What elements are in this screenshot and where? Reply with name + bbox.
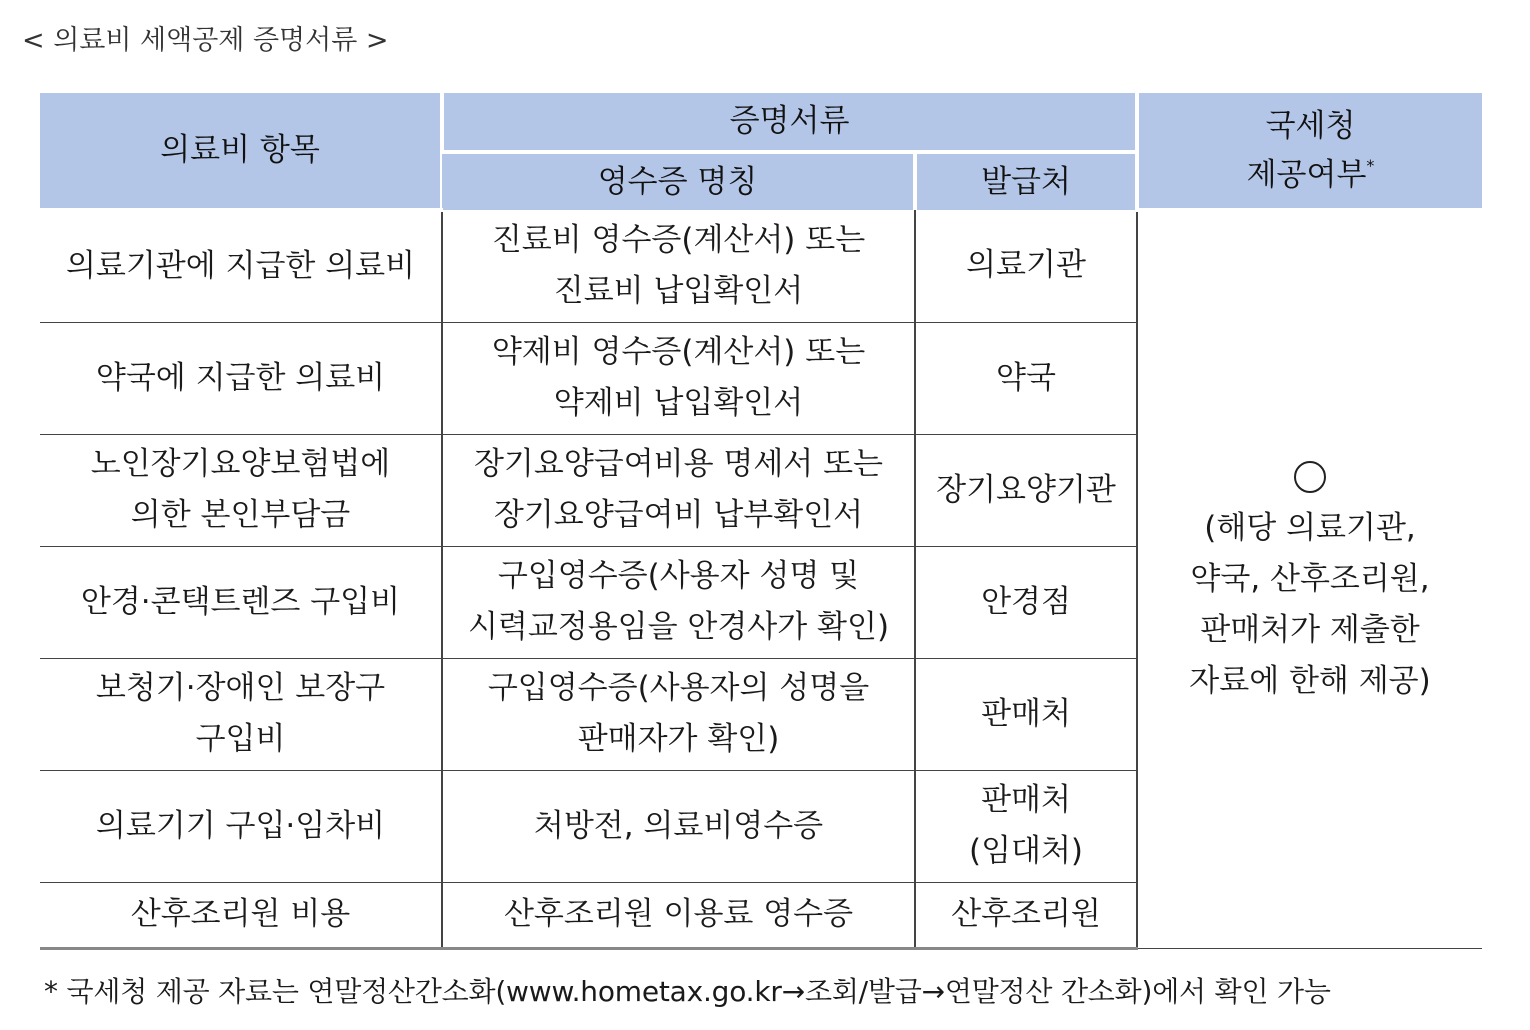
page-title: < 의료비 세액공제 증명서류 > <box>22 25 389 56</box>
nts-provided-line: 약국, 산후조리원, <box>1190 561 1430 598</box>
issuer-cell-line: 장기요양기관 <box>936 471 1116 508</box>
issuer-cell <box>915 210 1137 322</box>
medical-item-cell <box>40 882 442 948</box>
header-issuer: 발급처 <box>915 152 1137 210</box>
header-receipt-name: 영수증 명칭 <box>442 152 915 210</box>
issuer-cell-line: 판매처 <box>981 782 1071 818</box>
medical-item-cell-line: 보청기·장애인 보장구 <box>95 670 386 706</box>
medical-item-cell-line: 안경·콘택트렌즈 구입비 <box>80 583 401 620</box>
issuer-cell <box>915 770 1137 882</box>
receipt-name-cell <box>442 434 915 546</box>
issuer-cell <box>915 434 1137 546</box>
receipt-name-cell-line: 진료비 납입확인서 <box>553 272 804 309</box>
issuer-cell <box>915 882 1137 948</box>
nts-provided-cell <box>1137 210 1482 948</box>
circle-icon <box>1294 461 1326 493</box>
table-row <box>40 210 1482 322</box>
header-nts-line2 <box>1145 146 1476 195</box>
nts-provided-line: 자료에 한해 제공) <box>1189 663 1431 700</box>
medical-item-cell <box>40 322 442 434</box>
table-body <box>40 210 1482 948</box>
receipt-name-cell-line: 판매자가 확인) <box>577 721 780 757</box>
header-nts-label: 제공여부 <box>1246 157 1367 193</box>
medical-item-cell-line: 의한 본인부담금 <box>130 497 351 533</box>
medical-item-cell <box>40 658 442 770</box>
nts-provided-line: 판매처가 제출한 <box>1200 612 1420 649</box>
receipt-name-cell <box>442 882 915 948</box>
header-nts-asterisk: * <box>1366 156 1375 175</box>
medical-item-cell-line: 의료기관에 지급한 의료비 <box>65 248 416 285</box>
medical-item-cell-line: 약국에 지급한 의료비 <box>95 359 386 396</box>
issuer-cell <box>915 658 1137 770</box>
issuer-cell <box>915 546 1137 658</box>
issuer-cell-line: 약국 <box>996 359 1056 396</box>
receipt-name-cell-line: 약제비 영수증(계산서) 또는 <box>491 334 866 370</box>
medical-item-cell <box>40 434 442 546</box>
issuer-cell-line: 의료기관 <box>966 247 1086 284</box>
receipt-name-cell-line: 구입영수증(사용자 성명 및 <box>497 558 860 594</box>
receipt-name-cell <box>442 210 915 322</box>
issuer-cell-line: 산후조리원 <box>951 896 1101 932</box>
issuer-cell <box>915 322 1137 434</box>
receipt-name-cell-line: 장기요양급여비용 명세서 또는 <box>473 446 883 482</box>
receipt-name-cell <box>442 322 915 434</box>
receipt-name-cell-line: 약제비 납입확인서 <box>553 385 804 421</box>
nts-provided-line: (해당 의료기관, <box>1204 510 1416 547</box>
header-item: 의료비 항목 <box>40 93 442 210</box>
footnote: * 국세청 제공 자료는 연말정산간소화(www.hometax.go.kr→조회/발급→연말정산 간소화)에서 확인 가능 <box>44 975 1331 1008</box>
header-nts <box>1137 93 1482 210</box>
medical-item-cell <box>40 546 442 658</box>
medical-item-cell-line: 의료기기 구입·임차비 <box>95 807 386 844</box>
receipt-name-cell-line: 처방전, 의료비영수증 <box>533 807 824 844</box>
receipt-name-cell <box>442 770 915 882</box>
proof-documents-table <box>40 93 1482 950</box>
medical-item-cell-line: 노인장기요양보험법에 <box>90 446 391 482</box>
header-docs: 증명서류 <box>442 93 1137 152</box>
receipt-name-cell-line: 시력교정용임을 안경사가 확인) <box>467 609 890 645</box>
receipt-name-cell-line: 장기요양급여비 납부확인서 <box>493 497 864 533</box>
receipt-name-cell-line: 산후조리원 이용료 영수증 <box>503 896 854 932</box>
medical-item-cell <box>40 210 442 322</box>
header-nts-line1: 국세청 <box>1265 108 1356 144</box>
receipt-name-cell <box>442 658 915 770</box>
receipt-name-cell-line: 진료비 영수증(계산서) 또는 <box>491 221 866 258</box>
issuer-cell-line: 판매처 <box>981 695 1071 732</box>
receipt-name-cell <box>442 546 915 658</box>
medical-item-cell-line: 구입비 <box>195 721 286 757</box>
medical-item-cell <box>40 770 442 882</box>
receipt-name-cell-line: 구입영수증(사용자의 성명을 <box>487 670 870 706</box>
medical-item-cell-line: 산후조리원 비용 <box>130 896 351 932</box>
issuer-cell-line: 안경점 <box>981 583 1071 620</box>
issuer-cell-line: (임대처) <box>968 833 1084 869</box>
provided-mark-line <box>1144 452 1476 503</box>
